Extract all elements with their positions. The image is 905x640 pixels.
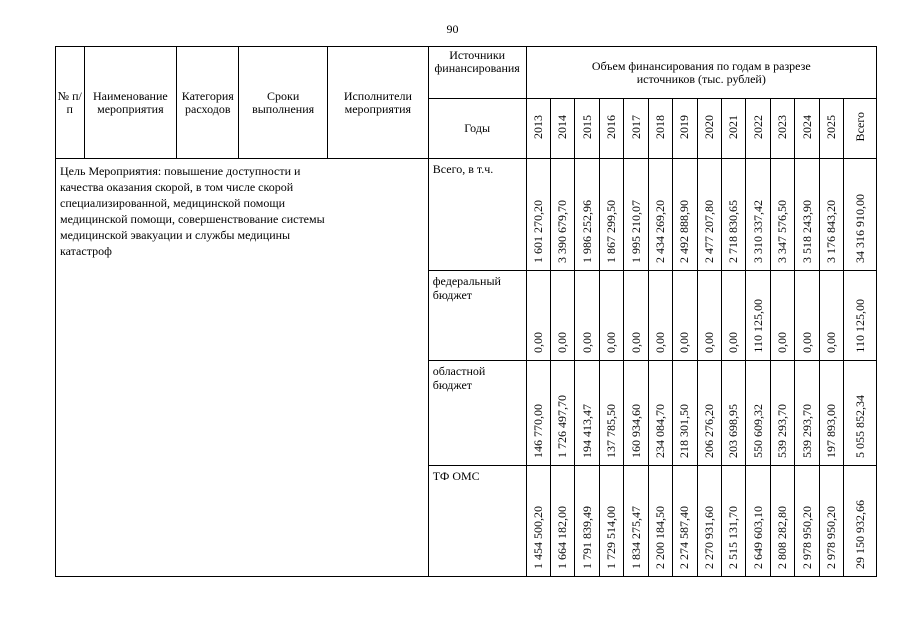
funding-value-cell <box>819 361 843 466</box>
funding-value-cell <box>844 271 877 361</box>
funding-value: 539 293,70 <box>799 404 814 458</box>
funding-source: областной бюджет <box>428 361 526 466</box>
funding-value: 0,00 <box>799 332 814 353</box>
funding-value-cell <box>844 361 877 466</box>
funding-value: 0,00 <box>652 332 667 353</box>
funding-value: 0,00 <box>824 332 839 353</box>
year-header <box>575 99 599 159</box>
funding-value-cell <box>697 271 721 361</box>
funding-value: 2 274 587,40 <box>677 506 692 569</box>
funding-value: 2 515 131,70 <box>726 506 741 569</box>
funding-value: 29 150 932,66 <box>852 500 867 569</box>
funding-value-cell <box>746 466 770 577</box>
header-category: Категория расходов <box>177 47 239 159</box>
funding-value-cell <box>795 361 819 466</box>
funding-value-cell <box>526 361 550 466</box>
header-sources: Источники финансирования <box>428 47 526 99</box>
year-label: 2025 <box>824 115 839 139</box>
funding-value: 197 893,00 <box>824 404 839 458</box>
funding-value-cell <box>624 159 648 271</box>
funding-source: федеральный бюджет <box>428 271 526 361</box>
funding-value-cell <box>795 159 819 271</box>
year-header <box>648 99 672 159</box>
goal-line: медицинской помощи, совершенствование системы <box>60 212 325 226</box>
funding-value: 1 664 182,00 <box>555 506 570 569</box>
goal-line: качества оказания скорой, в том числе скорой <box>60 180 294 194</box>
funding-value: 2 434 269,20 <box>652 200 667 263</box>
funding-value-cell <box>526 466 550 577</box>
funding-value: 2 477 207,80 <box>701 200 716 263</box>
funding-value-cell <box>550 466 574 577</box>
year-header <box>770 99 794 159</box>
funding-value-cell <box>673 159 697 271</box>
funding-value-cell <box>599 466 623 577</box>
year-label: 2023 <box>775 115 790 139</box>
funding-value: 0,00 <box>726 332 741 353</box>
year-header <box>526 99 550 159</box>
funding-value: 2 649 603,10 <box>750 506 765 569</box>
funding-value: 1 601 270,20 <box>530 200 545 263</box>
year-header <box>746 99 770 159</box>
funding-value: 0,00 <box>579 332 594 353</box>
funding-value: 1 867 299,50 <box>604 200 619 263</box>
funding-value: 1 729 514,00 <box>604 506 619 569</box>
funding-value-cell <box>575 159 599 271</box>
year-label: 2021 <box>726 115 741 139</box>
funding-value-cell <box>770 271 794 361</box>
funding-value: 0,00 <box>701 332 716 353</box>
goal-line: катастроф <box>60 244 112 258</box>
goal-line: медицинской эвакуации и службы медицины <box>60 228 291 242</box>
funding-value: 1 791 839,49 <box>579 506 594 569</box>
funding-value-cell <box>722 159 746 271</box>
funding-value: 1 454 500,20 <box>530 506 545 569</box>
funding-value-cell <box>844 159 877 271</box>
funding-value: 34 316 910,00 <box>852 194 867 263</box>
funding-value: 218 301,50 <box>677 404 692 458</box>
funding-source: Всего, в т.ч. <box>428 159 526 271</box>
header-years-label: Годы <box>428 99 526 159</box>
funding-value: 1 834 275,47 <box>628 506 643 569</box>
funding-value: 2 492 888,90 <box>677 200 692 263</box>
goal-line: Цель Мероприятия: повышение доступности и <box>60 164 301 178</box>
funding-value-cell <box>599 271 623 361</box>
funding-value-cell <box>795 271 819 361</box>
funding-value-cell <box>624 271 648 361</box>
funding-value-cell <box>526 271 550 361</box>
funding-value-cell <box>575 466 599 577</box>
funding-value: 0,00 <box>677 332 692 353</box>
funding-value: 2 978 950,20 <box>799 506 814 569</box>
funding-value: 1 995 210,07 <box>628 200 643 263</box>
funding-value-cell <box>673 466 697 577</box>
year-label: 2018 <box>652 115 667 139</box>
year-label: 2016 <box>604 115 619 139</box>
funding-value: 2 718 830,65 <box>726 200 741 263</box>
funding-value: 234 084,70 <box>652 404 667 458</box>
funding-value: 0,00 <box>628 332 643 353</box>
funding-value: 3 347 576,50 <box>775 200 790 263</box>
year-label: 2022 <box>750 115 765 139</box>
funding-value-cell <box>795 466 819 577</box>
funding-value: 550 609,32 <box>750 404 765 458</box>
funding-value: 110 125,00 <box>750 299 765 353</box>
header-num: № п/п <box>56 47 85 159</box>
funding-value-cell <box>746 361 770 466</box>
funding-value: 2 808 282,80 <box>775 506 790 569</box>
funding-value: 206 276,20 <box>701 404 716 458</box>
funding-value-cell <box>648 361 672 466</box>
year-header <box>624 99 648 159</box>
funding-value: 3 310 337,42 <box>750 200 765 263</box>
funding-value-cell <box>648 159 672 271</box>
funding-value-cell <box>746 159 770 271</box>
header-terms: Сроки выполнения <box>239 47 328 159</box>
funding-value: 3 176 843,20 <box>824 200 839 263</box>
funding-value-cell <box>697 466 721 577</box>
year-label: 2017 <box>628 115 643 139</box>
funding-value: 3 518 243,90 <box>799 200 814 263</box>
funding-value: 5 055 852,34 <box>852 395 867 458</box>
year-header <box>697 99 721 159</box>
funding-value-cell <box>648 466 672 577</box>
year-label: Всего <box>852 112 867 142</box>
funding-value: 1 986 252,96 <box>579 200 594 263</box>
funding-value-cell <box>673 361 697 466</box>
funding-value-cell <box>599 361 623 466</box>
funding-value: 146 770,00 <box>530 404 545 458</box>
funding-value: 110 125,00 <box>852 299 867 353</box>
funding-value-cell <box>819 271 843 361</box>
funding-value-cell <box>819 466 843 577</box>
header-volume: Объем финансирования по годам в разрезе источников (тыс. рублей) <box>526 47 876 99</box>
financing-table <box>55 46 877 577</box>
funding-value: 2 200 184,50 <box>652 506 667 569</box>
funding-value: 137 785,50 <box>604 404 619 458</box>
funding-value-cell <box>550 361 574 466</box>
funding-value-cell <box>770 361 794 466</box>
funding-value: 194 413,47 <box>579 404 594 458</box>
year-label: 2013 <box>530 115 545 139</box>
funding-value-cell <box>819 159 843 271</box>
funding-value-cell <box>722 271 746 361</box>
funding-value-cell <box>575 361 599 466</box>
funding-value: 539 293,70 <box>775 404 790 458</box>
funding-value-cell <box>697 361 721 466</box>
funding-value: 160 934,60 <box>628 404 643 458</box>
year-header <box>795 99 819 159</box>
funding-value-cell <box>624 466 648 577</box>
year-label: 2024 <box>799 115 814 139</box>
funding-value-cell <box>550 159 574 271</box>
funding-value-cell <box>770 159 794 271</box>
funding-value-cell <box>673 271 697 361</box>
year-header <box>599 99 623 159</box>
funding-value-cell <box>746 271 770 361</box>
funding-source: ТФ ОМС <box>428 466 526 577</box>
year-header <box>673 99 697 159</box>
funding-value-cell <box>550 271 574 361</box>
header-executors: Исполнители мероприятия <box>327 47 428 159</box>
funding-value: 0,00 <box>530 332 545 353</box>
funding-value-cell <box>599 159 623 271</box>
year-header <box>722 99 746 159</box>
year-label: 2014 <box>555 115 570 139</box>
funding-value: 203 698,95 <box>726 404 741 458</box>
funding-value-cell <box>624 361 648 466</box>
funding-value-cell <box>575 271 599 361</box>
page-number: 90 <box>446 22 459 36</box>
funding-value-cell <box>722 466 746 577</box>
funding-value-cell <box>770 466 794 577</box>
funding-value-cell <box>844 466 877 577</box>
funding-value: 0,00 <box>555 332 570 353</box>
funding-value: 3 390 679,70 <box>555 200 570 263</box>
year-label: 2020 <box>701 115 716 139</box>
year-label: 2019 <box>677 115 692 139</box>
header-name: Наименование мероприятия <box>84 47 177 159</box>
funding-value-cell <box>526 159 550 271</box>
funding-value-cell <box>648 271 672 361</box>
funding-value-cell <box>697 159 721 271</box>
year-header <box>819 99 843 159</box>
goal-line: специализированной, медицинской помощи <box>60 196 285 210</box>
funding-value: 2 270 931,60 <box>701 506 716 569</box>
funding-value: 0,00 <box>775 332 790 353</box>
funding-value: 1 726 497,70 <box>555 395 570 458</box>
year-header <box>550 99 574 159</box>
year-header <box>844 99 877 159</box>
goal-text <box>56 159 429 577</box>
funding-value: 2 978 950,20 <box>824 506 839 569</box>
funding-value-cell <box>722 361 746 466</box>
year-label: 2015 <box>579 115 594 139</box>
funding-value: 0,00 <box>604 332 619 353</box>
